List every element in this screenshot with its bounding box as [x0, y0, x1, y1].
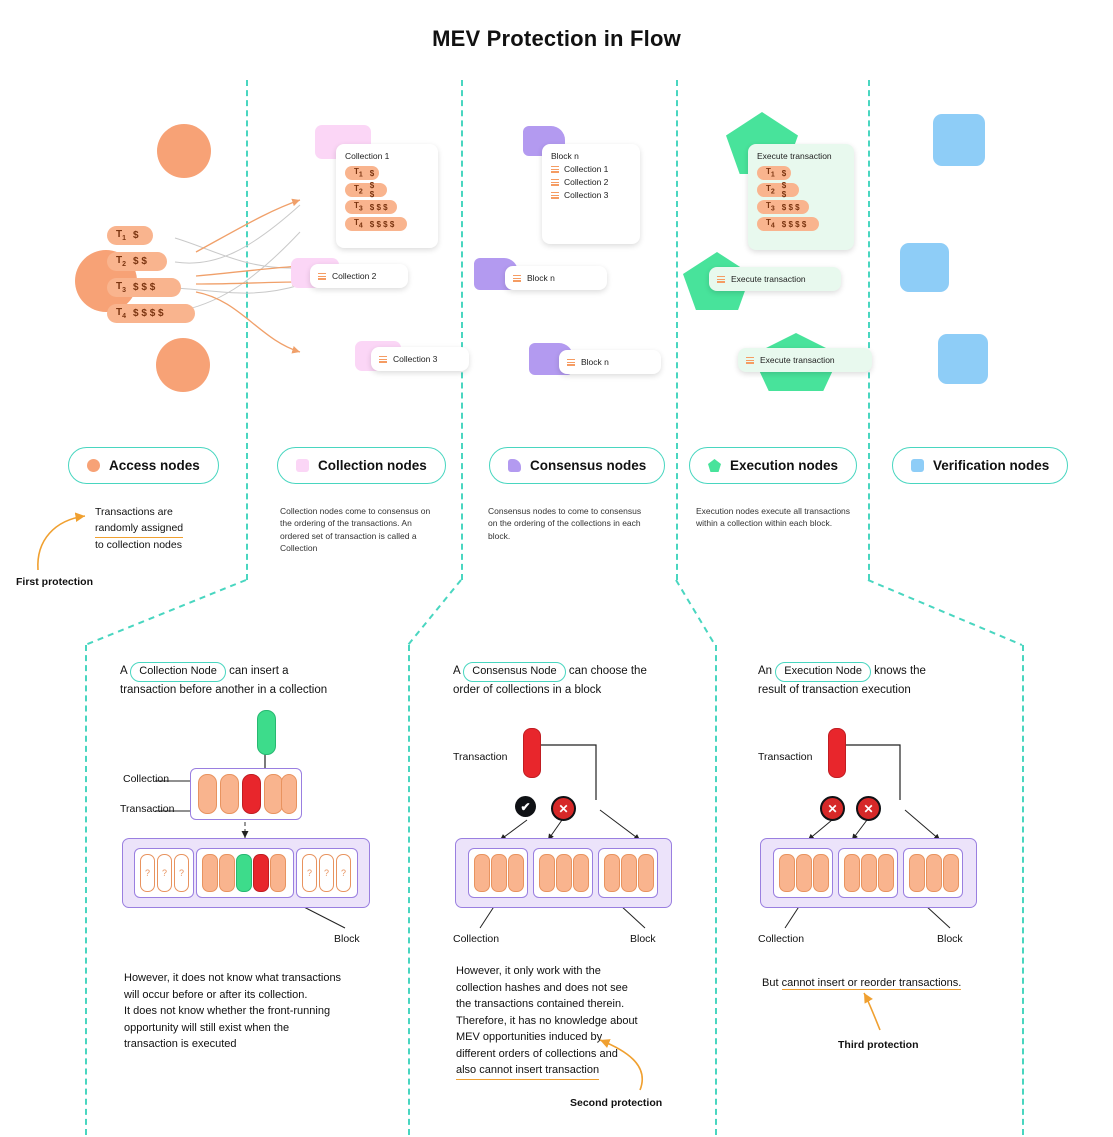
panel-3-note-prefix: But	[762, 977, 779, 989]
legend-label: Consensus nodes	[530, 458, 647, 473]
panel-2-lead: A	[453, 665, 461, 677]
block-card-title: Block n	[527, 273, 555, 283]
transaction-amount: $ $ $	[133, 282, 156, 293]
list-icon	[746, 356, 754, 365]
panel-1-q-1: ?	[140, 854, 155, 892]
block-card-1	[542, 144, 640, 244]
block-card-title: Block n	[551, 151, 579, 161]
consensus-node-icon	[508, 459, 521, 472]
panel-3-transaction-label: Transaction	[758, 751, 813, 763]
panel-2-collection-label: Collection	[453, 933, 500, 945]
legend-label: Access nodes	[109, 458, 200, 473]
transaction-pill-4	[107, 304, 195, 323]
legend-consensus-nodes[interactable]	[489, 447, 665, 484]
panel-3-tx-b2	[861, 854, 877, 892]
collection-tx-4: T4 $ $ $ $	[345, 217, 407, 231]
panel-1-q-5: ?	[319, 854, 334, 892]
panel-1-collection-label: Collection	[123, 773, 170, 785]
collection-tx-2: T2 $ $	[345, 183, 387, 197]
execute-card-3	[738, 348, 872, 372]
execution-nodes-caption: Execution nodes execute all transactions within a collection within each block.	[696, 506, 851, 529]
verification-square-3	[938, 334, 988, 384]
consensus-node-tag: Consensus Node	[463, 662, 565, 682]
collection-node-tag: Collection Node	[130, 662, 226, 682]
access-node-circle-bottom	[156, 338, 210, 392]
execute-card-1	[748, 144, 854, 250]
collection-node-icon	[296, 459, 309, 472]
column-divider-4	[868, 80, 870, 580]
access-nodes-note: Transactions are randomly assigned to collection nodes	[95, 506, 184, 551]
panel-divider-3	[715, 645, 717, 1135]
block-item: Collection 3	[551, 190, 631, 200]
verification-square-2	[900, 243, 949, 292]
panel-2-tx-c3	[638, 854, 654, 892]
cross-badge: ✕	[551, 796, 576, 821]
transaction-id: $T_3$	[116, 281, 127, 294]
panel-2-tx-b3	[573, 854, 589, 892]
panel-3-block-label: Block	[937, 933, 963, 945]
cross-badge-left: ✕	[820, 796, 845, 821]
panel-3-heading	[758, 662, 1008, 699]
panel-1-note: However, it does not know what transactions will occur before or after its collection. It does not know whether the front-running opportunity will still exist when the transaction is executed	[124, 972, 342, 1050]
transaction-amount: $	[133, 230, 139, 241]
collection-nodes-caption: Collection nodes come to consensus on the ordering of the transactions. An ordered set of transaction is called a Collection	[280, 506, 431, 553]
list-icon	[551, 191, 559, 200]
panel-1-block-label: Block	[334, 933, 360, 945]
panel-2-tx-c1	[604, 854, 620, 892]
block-card-title: Block n	[581, 357, 609, 367]
list-icon	[567, 358, 575, 367]
panel-3-tx-b3	[878, 854, 894, 892]
panel-2-tx-a3	[508, 854, 524, 892]
panel-2-transaction	[523, 728, 541, 778]
panel-1-q-4: ?	[302, 854, 317, 892]
check-badge: ✔	[515, 796, 536, 817]
panel-3-note	[762, 975, 1012, 992]
column-divider-2	[461, 80, 463, 580]
collection-card-3	[371, 347, 469, 371]
collection-card-title: Collection 2	[332, 271, 377, 281]
cross-badge-right: ✕	[856, 796, 881, 821]
transaction-id: $T_1$	[116, 229, 127, 242]
list-icon	[379, 355, 387, 364]
legend-verification-nodes[interactable]	[892, 447, 1068, 484]
list-icon	[318, 272, 326, 281]
consensus-nodes-caption: Consensus nodes to come to consensus on the ordering of the collections in each block.	[488, 506, 642, 541]
panel-1-heading	[120, 662, 395, 699]
block-item: Collection 2	[551, 177, 631, 187]
panel-1-block-tx-a	[202, 854, 218, 892]
panel-divider-4	[1022, 645, 1024, 1135]
access-node-icon	[87, 459, 100, 472]
execute-tx-2: T2 $ $	[757, 183, 799, 197]
panel-2-block-label: Block	[630, 933, 656, 945]
panel-3-tx-b1	[844, 854, 860, 892]
page-title: MEV Protection in Flow	[432, 26, 681, 51]
panel-1-block-tx-victim	[253, 854, 269, 892]
panel-3-collection-label: Collection	[758, 933, 805, 945]
block-card-3	[559, 350, 661, 374]
transaction-pill-3	[107, 278, 181, 297]
panel-1-q-3: ?	[174, 854, 189, 892]
transaction-pill-1	[107, 226, 153, 245]
panel-3-tx-a1	[779, 854, 795, 892]
third-protection-label: Third protection	[838, 1039, 919, 1051]
list-icon	[513, 274, 521, 283]
panel-1-block-tx-c	[270, 854, 286, 892]
list-icon	[551, 165, 559, 174]
execute-card-title: Execute transaction	[760, 355, 835, 365]
panel-3-transaction	[828, 728, 846, 778]
execute-tx-1: T1 $	[757, 166, 791, 180]
panel-3-tx-c2	[926, 854, 942, 892]
panel-3-tx-a2	[796, 854, 812, 892]
execution-node-tag: Execution Node	[775, 662, 871, 682]
transaction-id: $T_4$	[116, 307, 127, 320]
panel-2-tx-b2	[556, 854, 572, 892]
panel-2-tx-a2	[491, 854, 507, 892]
transaction-amount: $ $	[133, 256, 147, 267]
collection-tx-3: T3 $ $ $	[345, 200, 397, 214]
panel-1-tx-a	[198, 774, 217, 814]
panel-1-tx-b	[220, 774, 239, 814]
access-node-circle-top	[157, 124, 211, 178]
panel-3-tx-a3	[813, 854, 829, 892]
first-protection-label: First protection	[16, 576, 94, 588]
legend-label: Collection nodes	[318, 458, 427, 473]
collection-tx-1: T1 $	[345, 166, 379, 180]
panel-1-q-6: ?	[336, 854, 351, 892]
panel-2-tx-a1	[474, 854, 490, 892]
column-divider-3	[676, 80, 678, 580]
transaction-amount: $ $ $ $	[133, 308, 164, 319]
block-item: Collection 1	[551, 164, 631, 174]
legend-label: Execution nodes	[730, 458, 839, 473]
execute-tx-4: T4 $ $ $ $	[757, 217, 819, 231]
panel-2-heading-line2: order of collections in a block	[453, 683, 602, 696]
panel-3-lead-tail: knows the	[874, 665, 926, 677]
panel-divider-2	[408, 645, 410, 1135]
panel-2-lead-tail: can choose the	[568, 665, 647, 677]
transaction-pill-2	[107, 252, 167, 271]
panel-2-note: However, it only work with the collection hashes and does not see the transactions contained therein. Therefore, it has no knowledge about MEV opportunities induced by different orders of collections and also cannot insert transaction	[456, 963, 686, 1080]
execute-card-title: Execute transaction	[757, 151, 832, 161]
list-icon	[717, 275, 725, 284]
collection-card-2	[310, 264, 408, 288]
panel-1-transaction-label: Transaction	[120, 803, 175, 815]
execution-node-icon	[708, 459, 721, 472]
panel-1-tx-target	[242, 774, 261, 814]
panel-1-tx-d	[281, 774, 297, 814]
verification-square-1	[933, 114, 985, 166]
panel-1-block-tx-b	[219, 854, 235, 892]
legend-collection-nodes[interactable]	[277, 447, 446, 484]
block-card-2	[505, 266, 607, 290]
collection-card-title: Collection 3	[393, 354, 438, 364]
legend-label: Verification nodes	[933, 458, 1050, 473]
panel-3-tx-c1	[909, 854, 925, 892]
list-icon	[551, 178, 559, 187]
panel-3-tx-c3	[943, 854, 959, 892]
verification-node-icon	[911, 459, 924, 472]
second-protection-label: Second protection	[570, 1097, 663, 1109]
panel-1-heading-line2: transaction before another in a collection	[120, 683, 328, 696]
execute-card-2	[709, 267, 841, 291]
panel-1-q-2: ?	[157, 854, 172, 892]
panel-divider-1	[85, 645, 87, 1135]
inserted-transaction	[257, 710, 276, 755]
execute-tx-3: T3 $ $ $	[757, 200, 809, 214]
legend-execution-nodes[interactable]	[689, 447, 857, 484]
panel-2-heading	[453, 662, 703, 699]
panel-1-block-tx-inserted	[236, 854, 252, 892]
panel-1-lead-tail: can insert a	[229, 665, 289, 677]
panel-3-note-underlined: cannot insert or reorder transactions.	[781, 977, 962, 989]
panel-3-lead: An	[758, 665, 773, 677]
column-divider-1	[246, 80, 248, 580]
transaction-id: $T_2$	[116, 255, 127, 268]
panel-2-tx-b1	[539, 854, 555, 892]
legend-access-nodes[interactable]	[68, 447, 219, 484]
panel-2-transaction-label: Transaction	[453, 751, 508, 763]
collection-card-title: Collection 1	[345, 151, 390, 161]
execute-card-title: Execute transaction	[731, 274, 806, 284]
panel-2-tx-c2	[621, 854, 637, 892]
panel-3-heading-line2: result of transaction execution	[758, 683, 911, 696]
panel-1-lead: A	[120, 665, 128, 677]
collection-card-1	[336, 144, 438, 248]
